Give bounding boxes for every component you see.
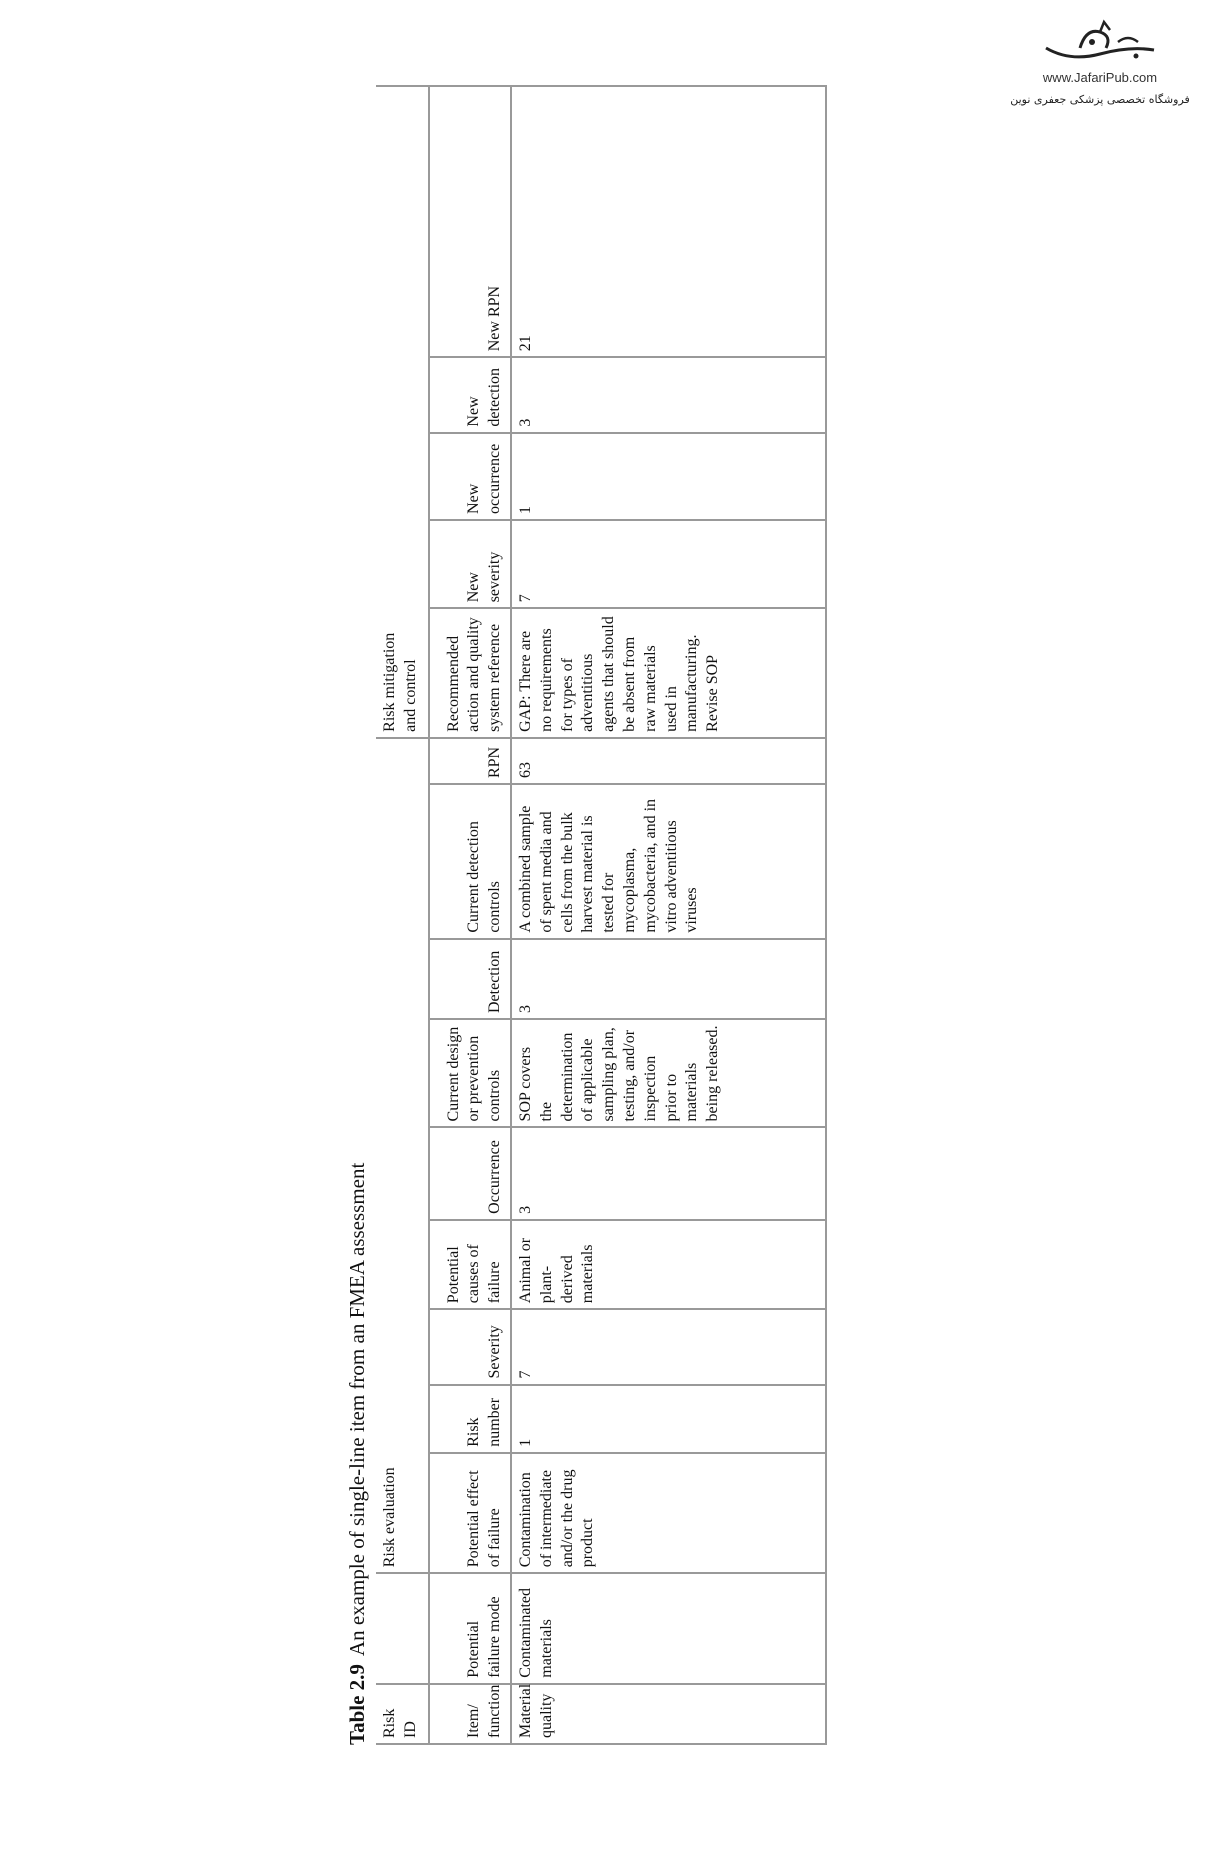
column-header: Potential causes of failure [429, 1220, 511, 1309]
table-caption [337, 1163, 377, 1745]
table-cell: Material quality [511, 1684, 826, 1744]
watermark [1000, 18, 1200, 106]
column-header: Potential effect of failure [429, 1453, 511, 1574]
table-cell: 21 [511, 86, 826, 357]
column-header: New severity [429, 520, 511, 608]
column-header: Recommended action and quality system reference [429, 608, 511, 738]
column-header: Potential failure mode [429, 1573, 511, 1683]
watermark-url[interactable]: www.JafariPub.com [1042, 70, 1158, 85]
rotated-page [337, 85, 837, 1745]
fmea-table [376, 85, 827, 1745]
table-cell: Animal or plant-derived materials [511, 1220, 826, 1309]
group-header-risk-evaluation: Risk evaluation [376, 1453, 429, 1574]
table-cell: SOP covers the determination of applicable sampling plan, testing, and/or inspection prior to materials being released. [511, 1019, 826, 1127]
column-header: Detection [429, 939, 511, 1019]
table-cell: 1 [511, 1385, 826, 1453]
table-cell: 1 [511, 433, 826, 520]
column-header: Occurrence [429, 1127, 511, 1219]
group-header-risk-id: Risk ID [376, 1684, 429, 1744]
table-cell: 3 [511, 939, 826, 1019]
table-cell: 3 [511, 1127, 826, 1219]
column-header: New occurrence [429, 433, 511, 520]
column-header: Current design or prevention controls [429, 1019, 511, 1127]
column-header: New RPN [429, 86, 511, 357]
group-header-risk-mitigation: Risk mitigation and control [376, 608, 429, 738]
column-header: Severity [429, 1309, 511, 1384]
group-header-row [376, 86, 429, 1744]
table-title: An example of single-line item from an FMEA assessment [345, 1162, 369, 1657]
column-header: New detection [429, 357, 511, 432]
column-header: RPN [429, 738, 511, 784]
table-cell: A combined sample of spent media and cells from the bulk harvest material is tested for mycoplasma, mycobacteria, and in vitro adventitious viruses [511, 784, 826, 939]
column-header: Item/ function [429, 1684, 511, 1744]
table-cell: Contaminated materials [511, 1573, 826, 1683]
table-cell: GAP: There are no requirements for types of adventitious agents that should be absent from raw materials used in manufacturing. Revise SOP [511, 608, 826, 738]
column-header-row [429, 86, 511, 1744]
table-label: Table 2.9 [345, 1664, 369, 1745]
column-header: Risk number [429, 1385, 511, 1453]
table-cell: 7 [511, 1309, 826, 1384]
publisher-logo-icon [1040, 18, 1160, 68]
watermark-subtitle: فروشگاه تخصصی پزشکی جعفری نوین [1010, 93, 1190, 106]
table-cell: 7 [511, 520, 826, 608]
table-cell: 3 [511, 357, 826, 432]
table-row [511, 86, 826, 1744]
table-cell: Contamination of intermediate and/or the drug product [511, 1453, 826, 1574]
table-cell: 63 [511, 738, 826, 784]
column-header: Current detection controls [429, 784, 511, 939]
